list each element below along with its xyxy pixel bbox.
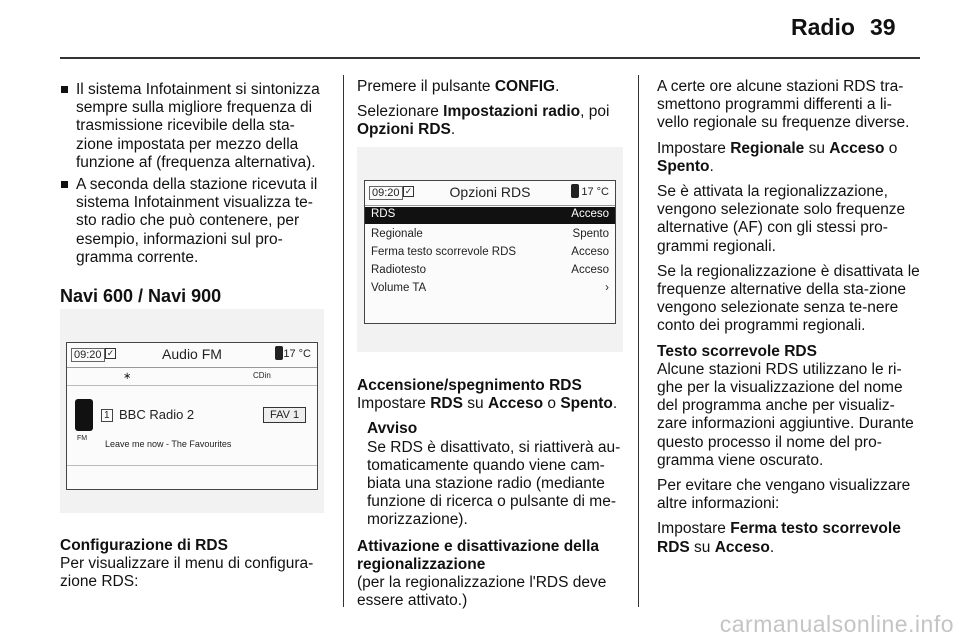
menu-row-volume-ta[interactable]: Volume TA ›: [371, 282, 609, 294]
regional-text: (per la regionalizzazione l'RDS deve essere attivato.): [357, 574, 607, 610]
header-divider: [60, 57, 920, 59]
clock: 09:20: [71, 348, 105, 362]
thermometer-icon: [571, 184, 579, 198]
section-heading-navi: Navi 600 / Navi 900: [60, 286, 222, 307]
note-title: Avviso: [367, 420, 418, 438]
screenshot-audio-fm: [60, 309, 324, 513]
heading-scroll-text: Testo scorrevole RDS: [657, 342, 817, 360]
paragraph: Impostare Ferma testo scorrevole RDS su Acceso.: [657, 520, 901, 556]
display-divider: [67, 465, 317, 466]
paragraph: Impostare RDS su Acceso o Spento.: [357, 395, 618, 413]
paragraph: Selezionare Impostazioni radio, poi Opzioni RDS.: [357, 103, 610, 139]
menu-row-radiotesto[interactable]: Radiotesto Acceso: [371, 264, 609, 276]
display-audio-fm: [66, 342, 318, 490]
heading-rds-config: Configurazione di RDS: [60, 537, 228, 554]
menu-row-regionale[interactable]: Regionale Spento: [371, 228, 609, 240]
note-box: [357, 420, 629, 529]
display-header: [365, 181, 615, 206]
column-2-lower: [357, 377, 629, 610]
page-number: 39: [870, 14, 896, 40]
chevron-right-icon: ›: [605, 282, 609, 294]
paragraph: Alcune stazioni RDS utilizzano le ri-ghe per la visualizzazione del nome del programma anche per visualiz-zare informazioni aggiuntive. Durante questo processo il nome del pro-gramma viene oscurato.: [657, 360, 914, 469]
column-2: [357, 78, 629, 147]
preset-number: 1: [101, 409, 113, 422]
status-icon: ✓: [404, 186, 413, 196]
band-label: FM: [77, 435, 88, 442]
page-title: Radio: [791, 14, 855, 40]
status-icon: ✓: [106, 348, 115, 358]
temperature: 17 °C: [581, 186, 609, 198]
column-3: [657, 78, 922, 564]
menu-row-ferma-testo[interactable]: Ferma testo scorrevole RDS Acceso: [371, 246, 609, 258]
column-divider-2: [638, 75, 639, 607]
radio-tower-icon: [75, 399, 93, 431]
display-divider: [67, 385, 317, 386]
favourite-button[interactable]: FAV 1: [263, 407, 306, 423]
column-divider-1: [343, 75, 344, 607]
display-title: Audio FM: [162, 346, 222, 362]
bullet-square-icon: [61, 181, 68, 188]
screenshot-opzioni-rds: [357, 147, 623, 352]
watermark: carmanualsonline.info: [719, 611, 954, 637]
station-name: BBC Radio 2: [119, 407, 195, 422]
note-text: Se RDS è disattivato, si riattiverà au-tomaticamente quando viene cam-biata una stazione radio (mediante funzione di ricerca o pulsante di me-morizzazione).: [367, 438, 621, 529]
column-1-lower: [60, 537, 328, 592]
bullet-item: Il sistema Infotainment si sintonizza sempre sulla migliore frequenza di trasmissione ricevibile della sta-zione impostata per mezzo della funzione af (frequenza alternativa).: [60, 81, 328, 172]
thermometer-icon: [275, 346, 283, 360]
rds-config-text: Per visualizzare il menu di configura-zione RDS:: [60, 555, 314, 591]
column-1: [60, 81, 328, 305]
paragraph: Per evitare che vengano visualizzare altre informazioni:: [657, 477, 911, 513]
display-title: Opzioni RDS: [449, 184, 531, 200]
heading-regional: Attivazione e disattivazione della regionalizzazione: [357, 537, 600, 573]
source-cdin: CDin: [253, 371, 271, 380]
paragraph: Premere il pulsante CONFIG.: [357, 78, 560, 95]
display-opzioni-rds: [364, 180, 616, 324]
bluetooth-icon: ∗: [123, 371, 132, 382]
display-header: [67, 343, 317, 368]
paragraph: A certe ore alcune stazioni RDS tra-smettono programmi differenti a li-vello regionale su frequenze diverse.: [657, 78, 910, 132]
song-info: Leave me now - The Favourites: [105, 439, 232, 449]
paragraph: Impostare Regionale su Acceso o Spento.: [657, 139, 898, 175]
clock: 09:20: [369, 186, 403, 200]
heading-rds-onoff: Accensione/spegnimento RDS: [357, 377, 582, 394]
menu-row-rds[interactable]: RDS Acceso: [365, 207, 615, 224]
temperature: 17 °C: [283, 348, 311, 360]
bullet-item: A seconda della stazione ricevuta il sistema Infotainment visualizza te-sto radio che può contenere, per esempio, informazioni sul pro-gramma corrente.: [60, 176, 328, 267]
paragraph: Se la regionalizzazione è disattivata le frequenze alternative della sta-zione vengono selezionate senza te-nere conto dei programmi regionali.: [657, 262, 920, 335]
bullet-square-icon: [61, 86, 68, 93]
paragraph: Se è attivata la regionalizzazione, vengono selezionate solo frequenze alternative (AF) con gli stessi pro-grammi regionali.: [657, 183, 906, 255]
